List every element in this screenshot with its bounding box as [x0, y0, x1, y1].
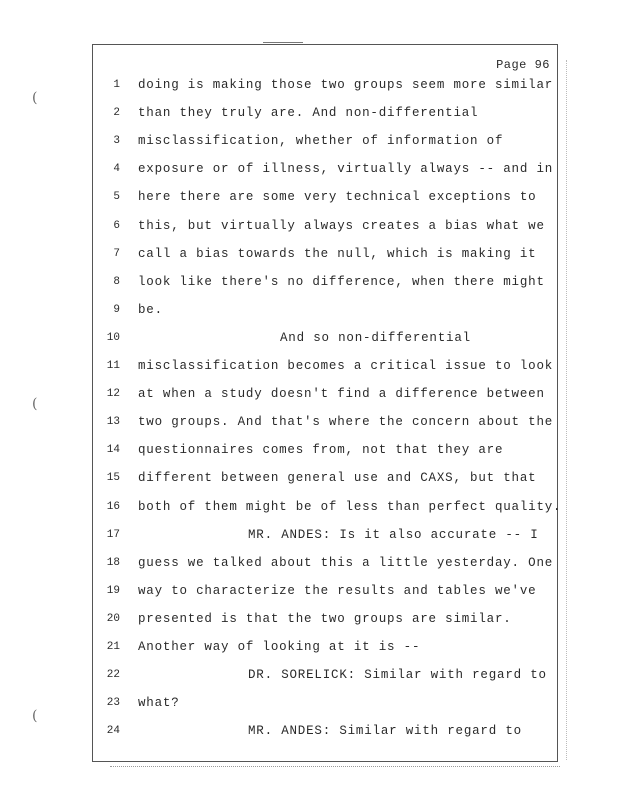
punch-hole-mark: ( — [32, 708, 38, 724]
transcript-line — [96, 556, 556, 576]
line-number: 13 — [106, 416, 120, 429]
line-number: 3 — [113, 135, 120, 148]
transcript-line — [96, 415, 556, 435]
line-number: 8 — [113, 275, 120, 288]
line-text: presented is that the two groups are similar. — [138, 611, 512, 626]
line-number: 21 — [106, 641, 120, 653]
page-number: Page 96 — [496, 58, 550, 72]
line-text: different between general use and CAXS, but that — [138, 471, 537, 486]
line-number: 23 — [106, 697, 120, 710]
line-text: questionnaires comes from, not that they are — [138, 443, 504, 458]
line-number: 24 — [106, 725, 120, 738]
line-number: 15 — [106, 472, 120, 485]
punch-hole-mark: ( — [32, 396, 38, 412]
line-text: what? — [138, 696, 180, 711]
line-text: misclassification becomes a critical issue to look — [138, 359, 554, 373]
line-number: 14 — [106, 444, 120, 457]
scan-noise-bottom — [110, 766, 560, 767]
transcript-line — [96, 331, 556, 351]
line-number: 20 — [106, 612, 120, 625]
line-number: 10 — [106, 331, 120, 344]
line-text: doing is making those two groups seem more similar — [138, 78, 554, 92]
scan-mark — [263, 42, 303, 43]
line-text: two groups. And that's where the concern about the — [138, 415, 554, 430]
scan-noise-right — [566, 60, 567, 760]
line-text: both of them might be of less than perfect quality. — [138, 499, 562, 514]
transcript-line — [96, 387, 556, 407]
transcript-line — [96, 190, 556, 210]
line-text: at when a study doesn't find a difference between — [138, 387, 545, 402]
transcript-line — [96, 275, 556, 295]
line-number: 12 — [106, 388, 120, 401]
line-number: 19 — [106, 584, 120, 597]
line-text: exposure or of illness, virtually always -- and in — [138, 162, 554, 177]
transcript-line — [96, 612, 556, 632]
transcript-line — [96, 359, 556, 379]
line-text: DR. SORELICK: Similar with regard to — [248, 668, 547, 683]
line-number: 5 — [113, 191, 120, 204]
transcript-line — [96, 134, 556, 154]
transcript-line — [96, 640, 556, 660]
transcript-line — [96, 106, 556, 126]
transcript-line — [96, 247, 556, 267]
transcript-line — [96, 219, 556, 239]
transcript-line — [96, 528, 556, 548]
line-number: 9 — [113, 303, 120, 316]
line-text: MR. ANDES: Is it also accurate -- I — [248, 527, 539, 542]
line-text: call a bias towards the null, which is making it — [138, 246, 537, 261]
transcript-line — [96, 471, 556, 491]
line-number: 4 — [113, 163, 120, 176]
transcript-line — [96, 162, 556, 182]
line-number: 1 — [113, 79, 120, 91]
line-text: MR. ANDES: Similar with regard to — [248, 724, 522, 739]
line-text: look like there's no difference, when there might — [138, 274, 545, 289]
line-number: 18 — [106, 556, 120, 569]
line-text: way to characterize the results and tables we've — [138, 583, 537, 598]
line-number: 2 — [113, 107, 120, 120]
line-text: be. — [138, 302, 163, 317]
transcript-line — [96, 303, 556, 323]
punch-hole-mark: ( — [32, 90, 38, 106]
transcript-line — [96, 78, 556, 98]
line-text: here there are some very technical exceptions to — [138, 190, 537, 205]
transcript-line — [96, 443, 556, 463]
line-text: misclassification, whether of information of — [138, 134, 504, 149]
line-number: 16 — [106, 500, 120, 513]
line-number: 17 — [106, 528, 120, 541]
transcript-line — [96, 584, 556, 604]
line-number: 22 — [106, 669, 120, 682]
line-text: guess we talked about this a little yesterday. One — [138, 555, 554, 570]
line-text: Another way of looking at it is -- — [138, 640, 421, 654]
line-number: 7 — [113, 247, 120, 260]
transcript-line — [96, 696, 556, 716]
line-text: And so non-differential — [280, 330, 471, 345]
transcript-line — [96, 668, 556, 688]
line-text: this, but virtually always creates a bias what we — [138, 218, 545, 233]
line-number: 11 — [106, 360, 120, 372]
transcript-line — [96, 499, 562, 520]
transcript-line — [96, 724, 556, 744]
line-number: 6 — [113, 219, 120, 232]
line-text: than they truly are. And non-differential — [138, 106, 479, 121]
